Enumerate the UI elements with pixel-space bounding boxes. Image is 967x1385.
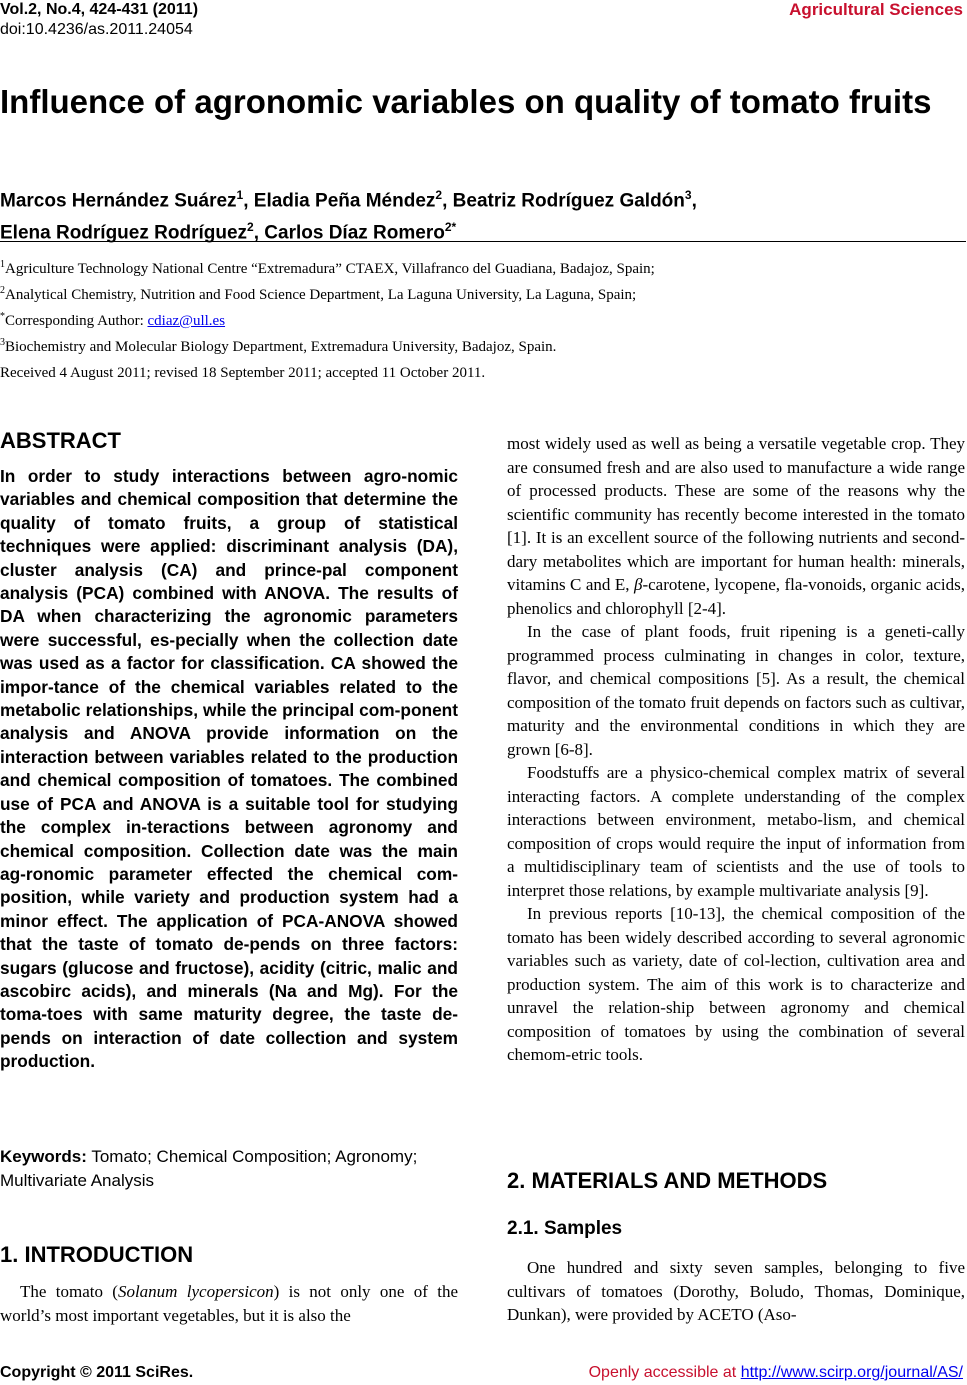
paragraph bbox=[507, 432, 965, 620]
email-link[interactable]: cdiaz@ull.es bbox=[147, 313, 226, 329]
author-name: Carlos Díaz Romero bbox=[264, 222, 445, 244]
samples-text bbox=[507, 1256, 965, 1327]
corresponding-author bbox=[0, 306, 960, 332]
author-sup: 2 bbox=[435, 188, 443, 202]
abstract-heading: ABSTRACT bbox=[0, 428, 121, 453]
introduction-text bbox=[0, 1280, 458, 1327]
paragraph: Foodstuffs are a physico-chemical complex matrix of several interacting factors. A complete understanding of the complex interactions between environment, metabo-lism, and chemical composition of crops would require the input of information from a multidisciplinary team of scientists and the use of tools to interpret those relations, by example multivariate analysis [9]. bbox=[507, 763, 965, 900]
paper-title: Influence of agronomic variables on quality of tomato fruits bbox=[0, 83, 932, 120]
author-sep: , bbox=[253, 222, 265, 244]
text-run: most widely used as well as being a versatile vegetable crop. They are consumed fresh and are also used to manufacture a wide range of processed products. These are some of the reasons why the scientific community has recently become interested in the tomato [1]. It is an excellent source of the following nutrients and second-dary metabolites which are important for human health: minerals, vitamins C and E, bbox=[507, 434, 965, 594]
author-sup: 3 bbox=[684, 188, 692, 202]
author-sup: 2* bbox=[444, 220, 457, 235]
text-run: -carotene, lycopene, fla-vonoids, organic acids, phenolics and chlorophyll [2-4]. bbox=[507, 575, 965, 618]
materials-methods-heading: 2. MATERIALS AND METHODS bbox=[507, 1168, 828, 1193]
paragraph: One hundred and sixty seven samples, belonging to five cultivars of tomatoes (Dorothy, Boludo, Thomas, Dominique, Dunkan), were provided by ACETO (Aso- bbox=[507, 1258, 965, 1324]
author-sup: 2 bbox=[247, 220, 254, 235]
affiliation-sup: * bbox=[0, 311, 5, 322]
paragraph: In the case of plant foods, fruit ripening is a geneti-cally programmed process culminating in changes in color, texture, flavor, and chemical compositions [5]. As a result, the chemical composition of the tomato fruit depends on factors such as cultivar, maturity and the environmental conditions in which they are grown [6-8]. bbox=[507, 622, 965, 759]
author-list bbox=[0, 182, 960, 247]
species-name: Solanum lycopersicon bbox=[117, 1282, 274, 1301]
paragraph: In previous reports [10-13], the chemical composition of the tomato has been widely described according to several agronomic variables such as variety, date of col-lection, cultivation area and production system. The aim of this work is to characterize and unravel the relation-ship between agronomy and chemical composition of tomatoes by using the combination of several chemom-etric tools. bbox=[507, 904, 965, 1064]
keywords bbox=[0, 1145, 458, 1193]
author-name: Marcos Hernández Suárez bbox=[0, 190, 237, 212]
author-sup: 1 bbox=[236, 188, 244, 202]
journal-name: Agricultural Sciences bbox=[789, 0, 963, 19]
author-sep: , bbox=[442, 190, 453, 212]
affiliation-text: Corresponding Author: bbox=[5, 313, 148, 329]
affiliation bbox=[0, 254, 960, 280]
volume-info: Vol.2, No.4, 424-431 (2011) bbox=[0, 1, 199, 18]
samples-subheading: 2.1. Samples bbox=[507, 1218, 623, 1239]
open-access-note bbox=[589, 1364, 963, 1382]
keywords-label: Keywords: bbox=[0, 1147, 87, 1166]
keywords-text: Tomato; Chemical Composition; Agronomy; Multivariate Analysis bbox=[0, 1147, 418, 1190]
author-name: Eladia Peña Méndez bbox=[253, 190, 436, 212]
affiliation-sup: 1 bbox=[0, 259, 5, 270]
doi: doi:10.4236/as.2011.24054 bbox=[0, 21, 193, 38]
text-run: ) is not only one of the world’s most important vegetables, but it is also the bbox=[0, 1282, 458, 1325]
author-sep: , bbox=[243, 190, 254, 212]
affiliation bbox=[0, 280, 960, 306]
text-run: The tomato ( bbox=[20, 1282, 118, 1301]
author-sep: , bbox=[691, 190, 697, 212]
affiliation-text: Agriculture Technology National Centre “Extremadura” CTAEX, Villafranco del Guadiana, Badajoz, Spain; bbox=[5, 261, 655, 277]
running-header bbox=[0, 0, 198, 40]
journal-url-link[interactable]: http://www.scirp.org/journal/AS/ bbox=[740, 1364, 963, 1381]
header-divider bbox=[0, 241, 966, 242]
author-name: Beatriz Rodríguez Galdón bbox=[452, 190, 685, 212]
abstract-text: In order to study interactions between agro-nomic variables and chemical composition that determine the quality of tomato fruits, a group of statistical techniques were applied: discriminant analysis (DA), cluster analysis (CA) and prince-pal component analysis (PCA) combined with ANOVA. The results of DA when characterizing the agronomic parameters were successful, es-pecially when the collection date was used as a factor for classification. CA showed the impor-tance of the chemical variables related to the metabolic relationships, while the principal com-ponent analysis and ANOVA provide information on the interaction between variables related to the production and chemical composition of tomatoes. The combined use of PCA and ANOVA is a suitable tool for studying the complex in-teractions between agronomy and chemical composition. Collection date was the main ag-ronomic parameter effected the chemical com-position, while variety and production system had a minor effect. The application of PCA-ANOVA showed that the taste of tomato de-pends on three factors: sugars (glucose and fructose), acidity (citric, malic and ascobirc acids), and minerals (Na and Mg). For the toma-toes with same maturity degree, the taste de-pends on interaction of date collection and system production. bbox=[0, 466, 458, 1072]
introduction-heading: 1. INTRODUCTION bbox=[0, 1242, 194, 1267]
affiliation bbox=[0, 332, 960, 358]
author-name: Elena Rodríguez Rodríguez bbox=[0, 222, 248, 244]
affiliations bbox=[0, 254, 960, 358]
affiliation-sup: 3 bbox=[0, 337, 5, 348]
greek-beta: β bbox=[634, 575, 643, 594]
right-column-text bbox=[507, 432, 965, 1067]
paragraph bbox=[0, 1280, 458, 1327]
received-dates: Received 4 August 2011; revised 18 September 2011; accepted 11 October 2011. bbox=[0, 365, 486, 381]
affiliation-text: Biochemistry and Molecular Biology Department, Extremadura University, Badajoz, Spain. bbox=[5, 339, 557, 355]
open-access-label: Openly accessible at bbox=[588, 1364, 741, 1381]
copyright: Copyright © 2011 SciRes. bbox=[0, 1364, 194, 1381]
affiliation-sup: 2 bbox=[0, 285, 5, 296]
affiliation-text: Analytical Chemistry, Nutrition and Food Science Department, La Laguna University, La Laguna, Spain; bbox=[5, 287, 637, 303]
